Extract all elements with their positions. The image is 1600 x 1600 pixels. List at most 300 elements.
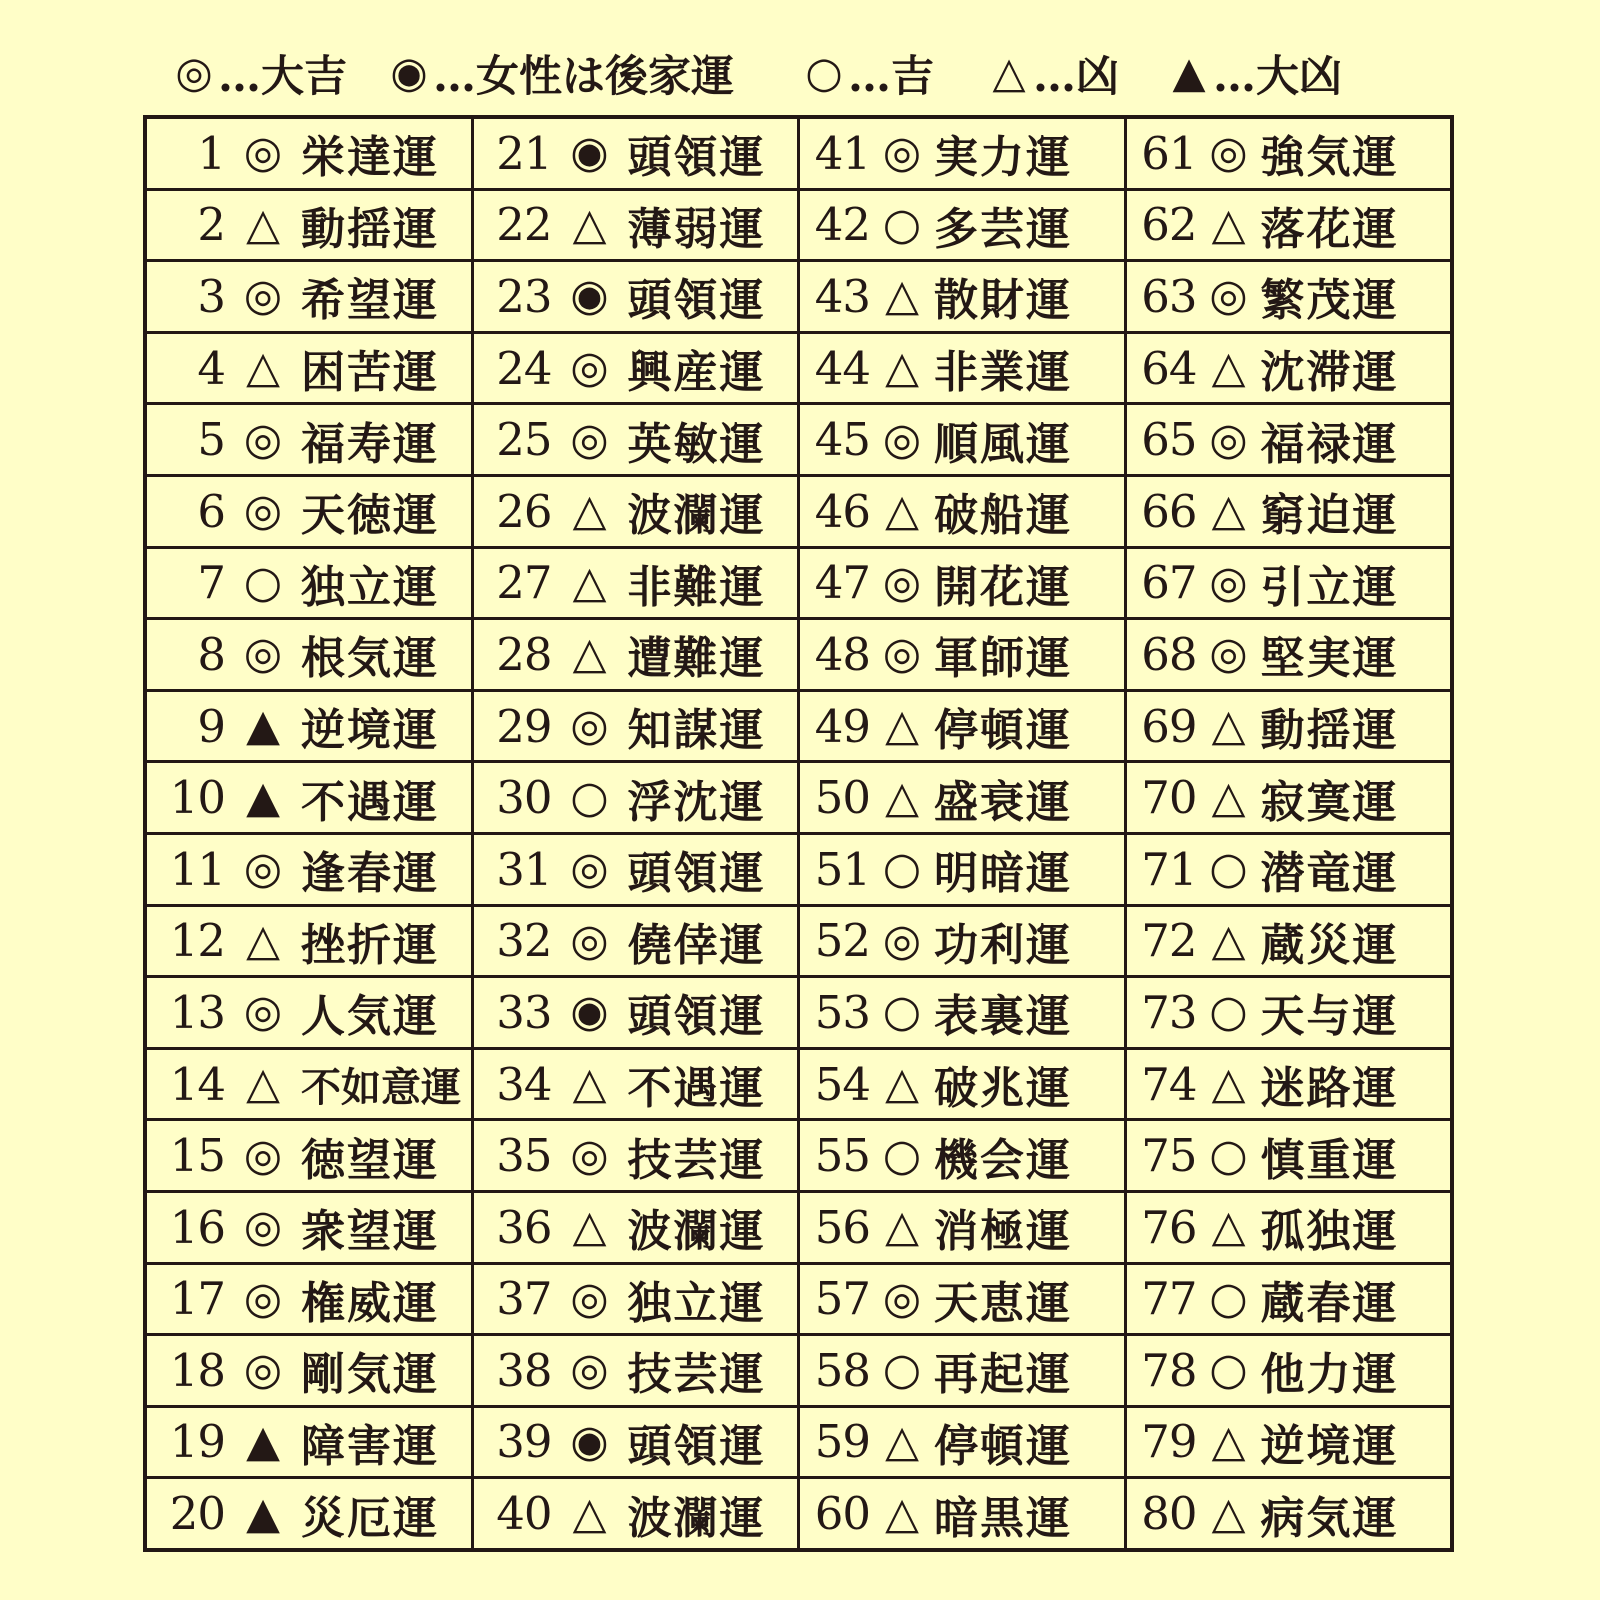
table-row: [474, 1408, 798, 1480]
stroke-number: 75: [1141, 1129, 1197, 1183]
fortune-name: 明暗運: [934, 848, 1072, 900]
fortune-name: 衆望運: [301, 1206, 439, 1258]
stroke-number: 26: [496, 484, 552, 538]
legend-label: …大凶: [1213, 51, 1342, 102]
table-row: [474, 1121, 798, 1193]
triangle-outline-icon: △: [1211, 700, 1246, 752]
table-row: [1127, 405, 1451, 477]
double-circle-icon: ◎: [570, 342, 609, 394]
table-row: [474, 763, 798, 835]
stroke-number: 79: [1141, 1415, 1197, 1469]
stroke-number: 53: [814, 985, 870, 1039]
circle-icon: ○: [1209, 986, 1248, 1038]
fortune-name: 僥倖運: [627, 919, 766, 971]
table-row: [800, 405, 1124, 477]
fortune-name: 蔵災運: [1260, 919, 1399, 971]
fortune-name: 逢春運: [301, 848, 439, 900]
double-circle-icon: ◎: [1209, 628, 1248, 680]
table-column: [800, 119, 1127, 1548]
circle-icon: ○: [882, 1344, 922, 1396]
table-row: [474, 405, 798, 477]
stroke-number: 69: [1141, 699, 1197, 753]
stroke-number: 20: [169, 1487, 225, 1541]
triangle-outline-icon: △: [1211, 342, 1246, 394]
double-circle-icon: ◎: [1209, 413, 1248, 465]
triangle-outline-icon: △: [1211, 1487, 1246, 1539]
stroke-number: 8: [197, 627, 225, 681]
stroke-number: 19: [169, 1415, 225, 1469]
stroke-number: 76: [1141, 1200, 1197, 1254]
fortune-name: 波瀾運: [627, 1492, 766, 1544]
stroke-number: 61: [1141, 126, 1197, 180]
fortune-name: 希望運: [301, 275, 439, 327]
table-row: [800, 1265, 1124, 1337]
bullseye-icon: ◉: [570, 986, 609, 1038]
fortune-name: 開花運: [934, 561, 1072, 613]
stroke-number: 38: [496, 1343, 552, 1397]
table-row: [474, 549, 798, 621]
legend-item-goke: [385, 38, 734, 108]
fortune-name: 沈滞運: [1260, 347, 1399, 399]
stroke-number: 23: [496, 269, 552, 323]
table-row: [800, 1336, 1124, 1408]
stroke-number: 9: [197, 699, 225, 753]
circle-icon: ○: [882, 986, 922, 1038]
triangle-outline-icon: △: [572, 485, 607, 537]
stroke-number: 16: [169, 1200, 225, 1254]
fortune-name: 停頓運: [934, 705, 1072, 757]
fortune-name: 不遇運: [301, 776, 439, 828]
triangle-outline-icon: △: [1211, 1201, 1246, 1253]
table-row: [800, 334, 1124, 406]
table-row: [147, 119, 471, 191]
bullseye-icon: ◉: [570, 1415, 609, 1467]
stroke-number: 74: [1141, 1057, 1197, 1111]
fortune-name: 独立運: [301, 561, 439, 613]
stroke-number: 60: [814, 1487, 870, 1541]
stroke-number: 34: [496, 1057, 552, 1111]
table-row: [474, 191, 798, 263]
stroke-number: 47: [814, 556, 870, 610]
triangle-filled-icon: ▲: [246, 771, 280, 823]
stroke-number: 14: [169, 1057, 225, 1111]
legend-item-kyo: [985, 38, 1119, 108]
stroke-number: 62: [1141, 198, 1197, 252]
table-column: [147, 119, 474, 1548]
table-row: [1127, 1265, 1451, 1337]
table-row: [147, 334, 471, 406]
table-row: [147, 763, 471, 835]
stroke-number: 80: [1141, 1487, 1197, 1541]
table-column: [474, 119, 801, 1548]
table-row: [1127, 620, 1451, 692]
legend-label: …女性は後家運: [433, 51, 734, 102]
fortune-name: 表裏運: [934, 991, 1072, 1043]
fortune-name: 落花運: [1260, 203, 1399, 255]
circle-icon: ○: [1209, 1129, 1248, 1181]
table-row: [474, 620, 798, 692]
fortune-name: 福禄運: [1260, 418, 1399, 470]
table-row: [800, 119, 1124, 191]
fortune-name: 機会運: [934, 1134, 1072, 1186]
double-circle-icon: ◎: [882, 1272, 922, 1324]
table-row: [147, 907, 471, 979]
legend-label: …吉: [848, 51, 934, 102]
table-row: [147, 1479, 471, 1548]
double-circle-icon: ◎: [243, 413, 283, 465]
stroke-number: 55: [814, 1129, 870, 1183]
fortune-name: 権威運: [301, 1277, 439, 1329]
triangle-filled-icon: ▲: [246, 700, 280, 752]
circle-icon: ○: [882, 1129, 922, 1181]
fortune-name: 窮迫運: [1260, 490, 1399, 542]
triangle-outline-icon: △: [992, 48, 1026, 98]
fortune-name: 非難運: [627, 561, 766, 613]
table-row: [800, 477, 1124, 549]
table-row: [474, 907, 798, 979]
triangle-outline-icon: △: [885, 1487, 919, 1539]
fortune-name: 剛気運: [301, 1349, 439, 1401]
table-row: [147, 1050, 471, 1122]
table-row: [147, 1121, 471, 1193]
stroke-number: 15: [169, 1129, 225, 1183]
double-circle-icon: ◎: [243, 127, 283, 179]
double-circle-icon: ◎: [243, 485, 283, 537]
table-row: [800, 620, 1124, 692]
triangle-outline-icon: △: [885, 342, 919, 394]
table-row: [1127, 763, 1451, 835]
fortune-name: 栄達運: [301, 132, 439, 184]
fortune-name: 孤独運: [1260, 1206, 1399, 1258]
stroke-number: 30: [496, 771, 552, 825]
fortune-name: 頭領運: [627, 848, 766, 900]
stroke-number: 66: [1141, 484, 1197, 538]
table-row: [800, 262, 1124, 334]
table-row: [800, 835, 1124, 907]
triangle-outline-icon: △: [1211, 1058, 1246, 1110]
bullseye-icon: ◉: [390, 48, 428, 98]
triangle-outline-icon: △: [246, 342, 280, 394]
fortune-name: 独立運: [627, 1277, 766, 1329]
table-row: [800, 978, 1124, 1050]
fortune-name: 知謀運: [627, 705, 766, 757]
fortune-name: 福寿運: [301, 418, 439, 470]
circle-icon: ○: [1209, 1344, 1248, 1396]
stroke-number: 50: [814, 771, 870, 825]
table-row: [1127, 692, 1451, 764]
bullseye-icon: ◉: [570, 270, 609, 322]
table-row: [800, 1479, 1124, 1548]
circle-icon: ○: [1209, 1272, 1248, 1324]
table-row: [1127, 1193, 1451, 1265]
triangle-outline-icon: △: [572, 1201, 607, 1253]
stroke-number: 43: [814, 269, 870, 323]
table-row: [147, 1193, 471, 1265]
stroke-number: 56: [814, 1200, 870, 1254]
stroke-number: 37: [496, 1272, 552, 1326]
table-row: [474, 262, 798, 334]
fortune-name: 不遇運: [627, 1063, 766, 1115]
fortune-name: 困苦運: [301, 347, 439, 399]
fortune-name: 実力運: [934, 132, 1072, 184]
double-circle-icon: ◎: [882, 914, 922, 966]
table-row: [1127, 477, 1451, 549]
legend-item-daikichi: [170, 38, 347, 108]
fortune-name: 薄弱運: [627, 203, 766, 255]
fortune-name: 遭難運: [627, 633, 766, 685]
table-row: [1127, 1408, 1451, 1480]
fortune-name: 動揺運: [1260, 705, 1399, 757]
table-row: [474, 1050, 798, 1122]
stroke-number: 54: [814, 1057, 870, 1111]
stroke-number: 58: [814, 1343, 870, 1397]
circle-icon: ○: [805, 48, 843, 98]
stroke-number: 78: [1141, 1343, 1197, 1397]
stroke-number: 3: [197, 269, 225, 323]
fortune-name: 繁茂運: [1260, 275, 1399, 327]
fortune-name: 暗黒運: [934, 1492, 1072, 1544]
fortune-name: 慎重運: [1260, 1134, 1399, 1186]
fortune-name: 英敏運: [627, 418, 766, 470]
stroke-number: 44: [814, 341, 870, 395]
double-circle-icon: ◎: [243, 1344, 283, 1396]
table-row: [1127, 835, 1451, 907]
table-row: [1127, 1479, 1451, 1548]
triangle-outline-icon: △: [246, 198, 280, 250]
stroke-number: 72: [1141, 914, 1197, 968]
double-circle-icon: ◎: [175, 48, 213, 98]
table-row: [147, 1336, 471, 1408]
triangle-outline-icon: △: [885, 1415, 919, 1467]
stroke-number: 48: [814, 627, 870, 681]
fortune-name: 徳望運: [301, 1134, 439, 1186]
fortune-name: 波瀾運: [627, 490, 766, 542]
triangle-outline-icon: △: [572, 1058, 607, 1110]
fortune-name: 障害運: [301, 1420, 439, 1472]
table-row: [800, 907, 1124, 979]
fortune-name: 盛衰運: [934, 776, 1072, 828]
fortune-name: 散財運: [934, 275, 1072, 327]
double-circle-icon: ◎: [570, 413, 609, 465]
fortune-name: 頭領運: [627, 991, 766, 1043]
stroke-number: 65: [1141, 413, 1197, 467]
fortune-name: 蔵春運: [1260, 1277, 1399, 1329]
legend-item-kichi: [800, 38, 934, 108]
table-row: [1127, 262, 1451, 334]
stroke-number: 7: [197, 556, 225, 610]
triangle-outline-icon: △: [246, 914, 280, 966]
fortune-name: 挫折運: [301, 919, 439, 971]
table-row: [147, 692, 471, 764]
double-circle-icon: ◎: [570, 1129, 609, 1181]
stroke-number: 21: [496, 126, 552, 180]
stroke-number: 46: [814, 484, 870, 538]
stroke-number: 5: [197, 413, 225, 467]
table-row: [1127, 1121, 1451, 1193]
stroke-number: 77: [1141, 1272, 1197, 1326]
legend-label: …凶: [1033, 51, 1119, 102]
stroke-number: 13: [169, 985, 225, 1039]
table-row: [147, 477, 471, 549]
table-row: [800, 763, 1124, 835]
triangle-outline-icon: △: [885, 270, 919, 322]
double-circle-icon: ◎: [1209, 127, 1248, 179]
table-row: [147, 620, 471, 692]
stroke-number: 39: [496, 1415, 552, 1469]
fortune-name: 消極運: [934, 1206, 1072, 1258]
double-circle-icon: ◎: [243, 1272, 283, 1324]
triangle-outline-icon: △: [885, 485, 919, 537]
circle-icon: ○: [243, 556, 283, 608]
table-row: [147, 191, 471, 263]
stroke-number: 42: [814, 198, 870, 252]
stroke-number: 6: [197, 484, 225, 538]
table-row: [1127, 978, 1451, 1050]
stroke-number: 10: [169, 771, 225, 825]
double-circle-icon: ◎: [882, 127, 922, 179]
double-circle-icon: ◎: [570, 914, 609, 966]
fortune-name: 引立運: [1260, 561, 1399, 613]
stroke-number: 28: [496, 627, 552, 681]
legend-item-daikyo: [1165, 38, 1342, 108]
stroke-number: 24: [496, 341, 552, 395]
double-circle-icon: ◎: [570, 1272, 609, 1324]
table-row: [1127, 119, 1451, 191]
table-row: [800, 1193, 1124, 1265]
fortune-name: 天与運: [1260, 991, 1399, 1043]
fortune-name: 興産運: [627, 347, 766, 399]
table-row: [474, 1479, 798, 1548]
triangle-outline-icon: △: [246, 1058, 280, 1110]
stroke-number: 33: [496, 985, 552, 1039]
stroke-number: 73: [1141, 985, 1197, 1039]
table-row: [147, 1265, 471, 1337]
stroke-number: 67: [1141, 556, 1197, 610]
double-circle-icon: ◎: [243, 986, 283, 1038]
table-row: [474, 692, 798, 764]
table-row: [474, 1336, 798, 1408]
fortune-name: 浮沈運: [627, 776, 766, 828]
fortune-name: 堅実運: [1260, 633, 1399, 685]
table-row: [147, 262, 471, 334]
triangle-filled-icon: ▲: [246, 1415, 280, 1467]
stroke-number: 41: [814, 126, 870, 180]
triangle-outline-icon: △: [572, 198, 607, 250]
fortune-name: 頭領運: [627, 132, 766, 184]
fortune-name: 逆境運: [1260, 1420, 1399, 1472]
table-row: [800, 692, 1124, 764]
double-circle-icon: ◎: [1209, 270, 1248, 322]
stroke-number: 27: [496, 556, 552, 610]
table-row: [800, 1121, 1124, 1193]
double-circle-icon: ◎: [570, 1344, 609, 1396]
fortune-name: 頭領運: [627, 275, 766, 327]
table-row: [147, 1408, 471, 1480]
fortune-name: 動揺運: [301, 203, 439, 255]
fortune-name: 根気運: [301, 633, 439, 685]
fortune-name: 頭領運: [627, 1420, 766, 1472]
stroke-number: 70: [1141, 771, 1197, 825]
table-row: [1127, 1050, 1451, 1122]
fortune-name: 迷路運: [1260, 1063, 1399, 1115]
table-row: [474, 119, 798, 191]
bullseye-icon: ◉: [570, 127, 609, 179]
fortune-name: 波瀾運: [627, 1206, 766, 1258]
stroke-number: 35: [496, 1129, 552, 1183]
fortune-name: 人気運: [301, 991, 439, 1043]
fortune-name: 潜竜運: [1260, 848, 1399, 900]
fortune-name: 他力運: [1260, 1349, 1399, 1401]
stroke-number: 29: [496, 699, 552, 753]
triangle-outline-icon: △: [572, 628, 607, 680]
stroke-number: 51: [814, 842, 870, 896]
table-row: [147, 405, 471, 477]
fortune-name: 順風運: [934, 418, 1072, 470]
fortune-name: 技芸運: [627, 1349, 766, 1401]
fortune-name: 非業運: [934, 347, 1072, 399]
stroke-number: 68: [1141, 627, 1197, 681]
fortune-name: 再起運: [934, 1349, 1072, 1401]
double-circle-icon: ◎: [882, 413, 922, 465]
table-row: [1127, 549, 1451, 621]
fortune-name: 技芸運: [627, 1134, 766, 1186]
stroke-number: 4: [197, 341, 225, 395]
stroke-number: 32: [496, 914, 552, 968]
stroke-number: 22: [496, 198, 552, 252]
table-row: [1127, 907, 1451, 979]
stroke-number: 45: [814, 413, 870, 467]
stroke-number: 31: [496, 842, 552, 896]
double-circle-icon: ◎: [243, 270, 283, 322]
triangle-outline-icon: △: [1211, 1415, 1246, 1467]
fortune-name: 軍師運: [934, 633, 1072, 685]
table-row: [474, 978, 798, 1050]
stroke-number: 1: [197, 126, 225, 180]
fortune-name: 逆境運: [301, 705, 439, 757]
fortune-name: 多芸運: [934, 203, 1072, 255]
fortune-name: 寂寞運: [1260, 776, 1399, 828]
table-row: [800, 549, 1124, 621]
stroke-number: 36: [496, 1200, 552, 1254]
fortune-name: 破船運: [934, 490, 1072, 542]
table-row: [474, 477, 798, 549]
triangle-filled-icon: ▲: [246, 1487, 280, 1539]
triangle-outline-icon: △: [572, 1487, 607, 1539]
table-column: [1127, 119, 1451, 1548]
stroke-number: 59: [814, 1415, 870, 1469]
circle-icon: ○: [882, 198, 922, 250]
double-circle-icon: ◎: [570, 700, 609, 752]
double-circle-icon: ◎: [243, 843, 283, 895]
legend-label: …大吉: [218, 51, 347, 102]
table-row: [474, 1193, 798, 1265]
stroke-number: 25: [496, 413, 552, 467]
table-row: [474, 1265, 798, 1337]
double-circle-icon: ◎: [882, 556, 922, 608]
table-row: [474, 835, 798, 907]
double-circle-icon: ◎: [882, 628, 922, 680]
stroke-number: 63: [1141, 269, 1197, 323]
stroke-number: 17: [169, 1272, 225, 1326]
circle-icon: ○: [570, 771, 609, 823]
stroke-number: 52: [814, 914, 870, 968]
stroke-number: 12: [169, 914, 225, 968]
triangle-outline-icon: △: [885, 771, 919, 823]
triangle-filled-icon: ▲: [1172, 48, 1206, 98]
circle-icon: ○: [882, 843, 922, 895]
triangle-outline-icon: △: [1211, 485, 1246, 537]
stroke-number: 2: [197, 198, 225, 252]
